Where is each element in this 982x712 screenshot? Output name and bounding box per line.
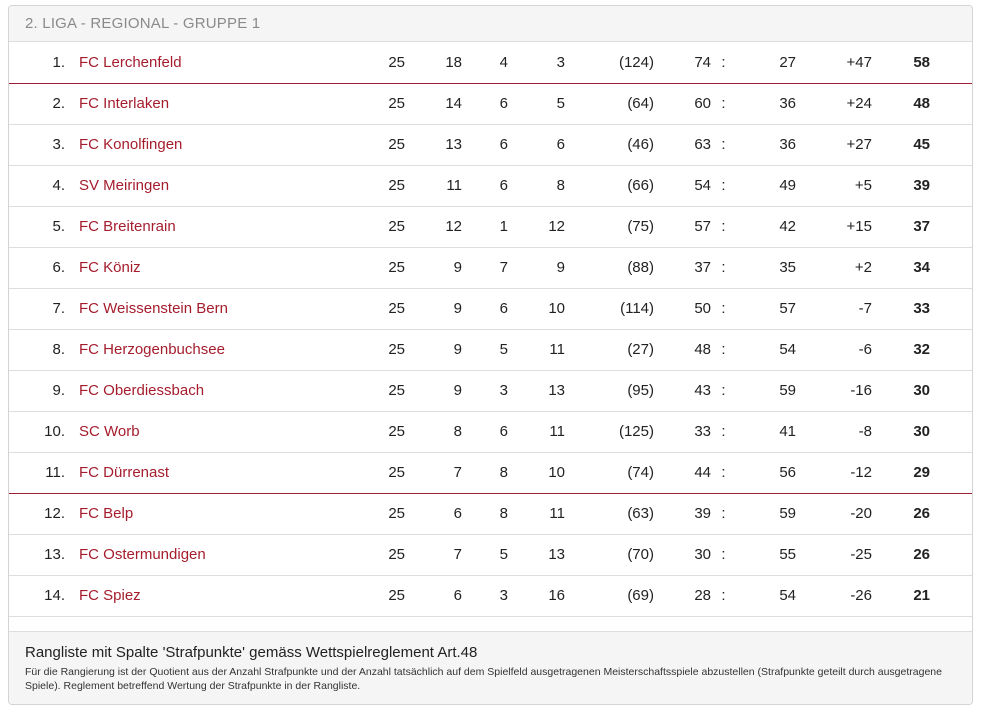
rank-cell: 14. bbox=[9, 575, 79, 616]
goals-separator: : bbox=[711, 247, 736, 288]
team-cell bbox=[79, 83, 319, 124]
table-row bbox=[9, 206, 973, 247]
penalty-points-cell: (124) bbox=[565, 42, 654, 83]
panel-title: 2. LIGA - REGIONAL - GRUPPE 1 bbox=[9, 6, 972, 42]
penalty-points-cell: (64) bbox=[565, 83, 654, 124]
wins-cell: 7 bbox=[405, 452, 462, 493]
goals-against-cell: 59 bbox=[736, 370, 796, 411]
goals-for-cell: 43 bbox=[654, 370, 711, 411]
goal-difference-cell: -16 bbox=[796, 370, 872, 411]
losses-cell: 13 bbox=[508, 370, 565, 411]
wins-cell: 9 bbox=[405, 370, 462, 411]
team-cell bbox=[79, 452, 319, 493]
table-row bbox=[9, 329, 973, 370]
row-spacer bbox=[930, 165, 973, 206]
team-name-link[interactable]: FC Köniz bbox=[79, 259, 141, 276]
penalty-points-cell: (74) bbox=[565, 452, 654, 493]
team-name-link[interactable]: SC Worb bbox=[79, 423, 140, 440]
team-name-link[interactable]: FC Herzogenbuchsee bbox=[79, 341, 225, 358]
team-name-link[interactable]: FC Oberdiessbach bbox=[79, 382, 205, 399]
rank-cell: 10. bbox=[9, 411, 79, 452]
row-spacer bbox=[930, 206, 973, 247]
wins-cell: 9 bbox=[405, 288, 462, 329]
games-played-cell: 25 bbox=[319, 165, 405, 206]
points-cell: 29 bbox=[872, 452, 930, 493]
rank-cell: 3. bbox=[9, 124, 79, 165]
table-row bbox=[9, 165, 973, 206]
team-cell bbox=[79, 288, 319, 329]
row-spacer bbox=[930, 329, 973, 370]
wins-cell: 6 bbox=[405, 493, 462, 534]
points-cell: 37 bbox=[872, 206, 930, 247]
goal-difference-cell: +47 bbox=[796, 42, 872, 83]
goals-separator: : bbox=[711, 206, 736, 247]
team-cell bbox=[79, 534, 319, 575]
table-row bbox=[9, 493, 973, 534]
standings-body bbox=[9, 42, 973, 616]
rank-cell: 7. bbox=[9, 288, 79, 329]
standings-panel bbox=[8, 5, 973, 705]
draws-cell: 6 bbox=[462, 411, 508, 452]
goals-for-cell: 37 bbox=[654, 247, 711, 288]
games-played-cell: 25 bbox=[319, 83, 405, 124]
losses-cell: 11 bbox=[508, 329, 565, 370]
points-cell: 33 bbox=[872, 288, 930, 329]
goals-against-cell: 41 bbox=[736, 411, 796, 452]
wins-cell: 14 bbox=[405, 83, 462, 124]
team-cell bbox=[79, 329, 319, 370]
row-spacer bbox=[930, 83, 973, 124]
losses-cell: 6 bbox=[508, 124, 565, 165]
draws-cell: 4 bbox=[462, 42, 508, 83]
goals-against-cell: 27 bbox=[736, 42, 796, 83]
losses-cell: 9 bbox=[508, 247, 565, 288]
team-cell bbox=[79, 575, 319, 616]
table-row bbox=[9, 247, 973, 288]
row-spacer bbox=[930, 411, 973, 452]
goals-for-cell: 54 bbox=[654, 165, 711, 206]
team-name-link[interactable]: FC Ostermundigen bbox=[79, 546, 206, 563]
points-cell: 39 bbox=[872, 165, 930, 206]
wins-cell: 9 bbox=[405, 247, 462, 288]
wins-cell: 12 bbox=[405, 206, 462, 247]
points-cell: 34 bbox=[872, 247, 930, 288]
team-name-link[interactable]: FC Konolfingen bbox=[79, 136, 183, 153]
goals-against-cell: 59 bbox=[736, 493, 796, 534]
goals-separator: : bbox=[711, 493, 736, 534]
goal-difference-cell: -26 bbox=[796, 575, 872, 616]
footer-title: Rangliste mit Spalte 'Strafpunkte' gemäss Wettspielreglement Art.48 bbox=[25, 644, 478, 661]
goals-against-cell: 56 bbox=[736, 452, 796, 493]
points-cell: 30 bbox=[872, 370, 930, 411]
goal-difference-cell: -20 bbox=[796, 493, 872, 534]
table-row bbox=[9, 411, 973, 452]
table-row bbox=[9, 575, 973, 616]
rank-cell: 12. bbox=[9, 493, 79, 534]
goals-separator: : bbox=[711, 575, 736, 616]
penalty-points-cell: (95) bbox=[565, 370, 654, 411]
row-spacer bbox=[930, 247, 973, 288]
goal-difference-cell: +15 bbox=[796, 206, 872, 247]
goals-separator: : bbox=[711, 329, 736, 370]
goals-for-cell: 63 bbox=[654, 124, 711, 165]
penalty-points-cell: (46) bbox=[565, 124, 654, 165]
team-name-link[interactable]: FC Breitenrain bbox=[79, 218, 176, 235]
goals-against-cell: 54 bbox=[736, 575, 796, 616]
draws-cell: 5 bbox=[462, 329, 508, 370]
goals-separator: : bbox=[711, 42, 736, 83]
team-cell bbox=[79, 247, 319, 288]
games-played-cell: 25 bbox=[319, 452, 405, 493]
team-cell bbox=[79, 165, 319, 206]
goals-for-cell: 74 bbox=[654, 42, 711, 83]
games-played-cell: 25 bbox=[319, 206, 405, 247]
wins-cell: 11 bbox=[405, 165, 462, 206]
draws-cell: 8 bbox=[462, 493, 508, 534]
games-played-cell: 25 bbox=[319, 411, 405, 452]
goals-against-cell: 55 bbox=[736, 534, 796, 575]
goals-for-cell: 60 bbox=[654, 83, 711, 124]
points-cell: 32 bbox=[872, 329, 930, 370]
penalty-points-cell: (88) bbox=[565, 247, 654, 288]
goal-difference-cell: -25 bbox=[796, 534, 872, 575]
penalty-points-cell: (69) bbox=[565, 575, 654, 616]
team-name-link[interactable]: FC Weissenstein Bern bbox=[79, 300, 228, 317]
goals-against-cell: 57 bbox=[736, 288, 796, 329]
draws-cell: 6 bbox=[462, 83, 508, 124]
row-spacer bbox=[930, 42, 973, 83]
draws-cell: 7 bbox=[462, 247, 508, 288]
penalty-points-cell: (63) bbox=[565, 493, 654, 534]
team-name-link[interactable]: FC Dürrenast bbox=[79, 464, 170, 481]
table-row bbox=[9, 288, 973, 329]
team-cell bbox=[79, 411, 319, 452]
penalty-points-cell: (75) bbox=[565, 206, 654, 247]
goals-separator: : bbox=[711, 411, 736, 452]
goals-against-cell: 42 bbox=[736, 206, 796, 247]
team-name-link[interactable]: FC Spiez bbox=[79, 587, 141, 604]
goals-for-cell: 39 bbox=[654, 493, 711, 534]
wins-cell: 8 bbox=[405, 411, 462, 452]
table-row bbox=[9, 370, 973, 411]
goal-difference-cell: -8 bbox=[796, 411, 872, 452]
goals-for-cell: 28 bbox=[654, 575, 711, 616]
losses-cell: 10 bbox=[508, 288, 565, 329]
rank-cell: 1. bbox=[9, 42, 79, 83]
rank-cell: 2. bbox=[9, 83, 79, 124]
goal-difference-cell: -6 bbox=[796, 329, 872, 370]
losses-cell: 5 bbox=[508, 83, 565, 124]
goals-for-cell: 57 bbox=[654, 206, 711, 247]
rank-cell: 8. bbox=[9, 329, 79, 370]
team-name-link[interactable]: FC Belp bbox=[79, 505, 134, 522]
games-played-cell: 25 bbox=[319, 124, 405, 165]
goals-against-cell: 36 bbox=[736, 83, 796, 124]
games-played-cell: 25 bbox=[319, 288, 405, 329]
team-cell bbox=[79, 206, 319, 247]
team-cell bbox=[79, 493, 319, 534]
row-spacer bbox=[930, 534, 973, 575]
goals-separator: : bbox=[711, 370, 736, 411]
goals-for-cell: 44 bbox=[654, 452, 711, 493]
goals-against-cell: 49 bbox=[736, 165, 796, 206]
goal-difference-cell: -7 bbox=[796, 288, 872, 329]
goals-for-cell: 30 bbox=[654, 534, 711, 575]
losses-cell: 16 bbox=[508, 575, 565, 616]
losses-cell: 12 bbox=[508, 206, 565, 247]
footer-note: Für die Rangierung ist der Quotient aus der Anzahl Strafpunkte und der Anzahl tatsächlich auf dem Spielfeld ausgetragenen Meisterschaftsspiele abzustellen (Strafpunkte geteilt durch ausgetragene Spiele). Reglement betreffend Wertung der Strafpunkte in der Rangliste. bbox=[25, 666, 942, 692]
rank-cell: 11. bbox=[9, 452, 79, 493]
points-cell: 26 bbox=[872, 493, 930, 534]
goal-difference-cell: +24 bbox=[796, 83, 872, 124]
points-cell: 30 bbox=[872, 411, 930, 452]
row-spacer bbox=[930, 575, 973, 616]
wins-cell: 6 bbox=[405, 575, 462, 616]
games-played-cell: 25 bbox=[319, 329, 405, 370]
games-played-cell: 25 bbox=[319, 42, 405, 83]
games-played-cell: 25 bbox=[319, 575, 405, 616]
goals-separator: : bbox=[711, 83, 736, 124]
table-row bbox=[9, 42, 973, 83]
goal-difference-cell: +5 bbox=[796, 165, 872, 206]
wins-cell: 13 bbox=[405, 124, 462, 165]
points-cell: 26 bbox=[872, 534, 930, 575]
draws-cell: 3 bbox=[462, 370, 508, 411]
points-cell: 21 bbox=[872, 575, 930, 616]
losses-cell: 10 bbox=[508, 452, 565, 493]
points-cell: 45 bbox=[872, 124, 930, 165]
games-played-cell: 25 bbox=[319, 534, 405, 575]
goals-separator: : bbox=[711, 534, 736, 575]
team-name-link[interactable]: SV Meiringen bbox=[79, 177, 170, 194]
games-played-cell: 25 bbox=[319, 247, 405, 288]
goal-difference-cell: +27 bbox=[796, 124, 872, 165]
row-spacer bbox=[930, 452, 973, 493]
points-cell: 58 bbox=[872, 42, 930, 83]
rank-cell: 9. bbox=[9, 370, 79, 411]
rank-cell: 5. bbox=[9, 206, 79, 247]
team-cell bbox=[79, 42, 319, 83]
goals-separator: : bbox=[711, 288, 736, 329]
penalty-points-cell: (70) bbox=[565, 534, 654, 575]
row-spacer bbox=[930, 370, 973, 411]
table-row bbox=[9, 452, 973, 493]
losses-cell: 11 bbox=[508, 493, 565, 534]
points-cell: 48 bbox=[872, 83, 930, 124]
draws-cell: 6 bbox=[462, 124, 508, 165]
draws-cell: 6 bbox=[462, 165, 508, 206]
draws-cell: 3 bbox=[462, 575, 508, 616]
goals-against-cell: 35 bbox=[736, 247, 796, 288]
panel-footer bbox=[9, 631, 972, 704]
row-spacer bbox=[930, 493, 973, 534]
goals-for-cell: 33 bbox=[654, 411, 711, 452]
goals-against-cell: 36 bbox=[736, 124, 796, 165]
draws-cell: 5 bbox=[462, 534, 508, 575]
penalty-points-cell: (114) bbox=[565, 288, 654, 329]
penalty-points-cell: (125) bbox=[565, 411, 654, 452]
draws-cell: 6 bbox=[462, 288, 508, 329]
losses-cell: 8 bbox=[508, 165, 565, 206]
draws-cell: 1 bbox=[462, 206, 508, 247]
goals-against-cell: 54 bbox=[736, 329, 796, 370]
losses-cell: 13 bbox=[508, 534, 565, 575]
draws-cell: 8 bbox=[462, 452, 508, 493]
rank-cell: 6. bbox=[9, 247, 79, 288]
standings-table bbox=[9, 42, 973, 617]
team-name-link[interactable]: FC Interlaken bbox=[79, 95, 170, 112]
team-cell bbox=[79, 124, 319, 165]
goals-for-cell: 48 bbox=[654, 329, 711, 370]
table-row bbox=[9, 124, 973, 165]
losses-cell: 11 bbox=[508, 411, 565, 452]
goals-separator: : bbox=[711, 452, 736, 493]
goals-separator: : bbox=[711, 124, 736, 165]
games-played-cell: 25 bbox=[319, 370, 405, 411]
row-spacer bbox=[930, 288, 973, 329]
games-played-cell: 25 bbox=[319, 493, 405, 534]
goal-difference-cell: +2 bbox=[796, 247, 872, 288]
team-name-link[interactable]: FC Lerchenfeld bbox=[79, 53, 182, 71]
wins-cell: 9 bbox=[405, 329, 462, 370]
wins-cell: 7 bbox=[405, 534, 462, 575]
wins-cell: 18 bbox=[405, 42, 462, 83]
rank-cell: 13. bbox=[9, 534, 79, 575]
team-cell bbox=[79, 370, 319, 411]
penalty-points-cell: (27) bbox=[565, 329, 654, 370]
rank-cell: 4. bbox=[9, 165, 79, 206]
table-row bbox=[9, 534, 973, 575]
table-row bbox=[9, 83, 973, 124]
penalty-points-cell: (66) bbox=[565, 165, 654, 206]
losses-cell: 3 bbox=[508, 42, 565, 83]
goal-difference-cell: -12 bbox=[796, 452, 872, 493]
goals-for-cell: 50 bbox=[654, 288, 711, 329]
row-spacer bbox=[930, 124, 973, 165]
goals-separator: : bbox=[711, 165, 736, 206]
